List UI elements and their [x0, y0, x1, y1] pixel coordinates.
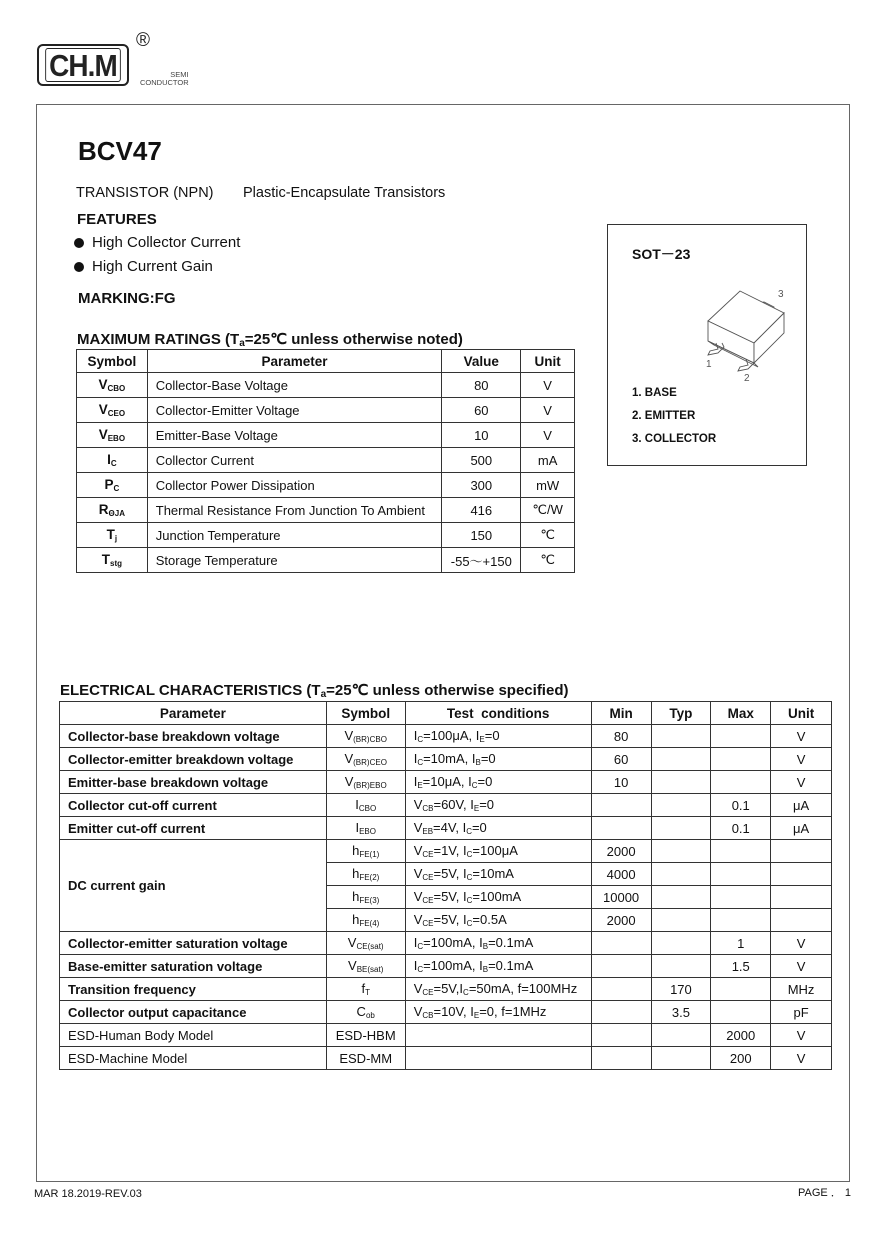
parameter-cell: Collector-emitter breakdown voltage [60, 748, 327, 771]
unit-cell: V [521, 423, 575, 448]
table-row [60, 840, 832, 863]
symbol-subscript: FE(4) [359, 919, 380, 928]
package-box [607, 224, 807, 466]
unit-cell: MHz [771, 978, 832, 1001]
symbol-cell [326, 978, 405, 1001]
typ-cell [651, 932, 711, 955]
symbol-cell [326, 909, 405, 932]
symbol-text: V [344, 774, 354, 789]
unit-cell: mW [521, 473, 575, 498]
unit-cell: ℃/W [521, 498, 575, 523]
parameter-cell: ESD-Human Body Model [60, 1024, 327, 1047]
typ-cell [651, 840, 711, 863]
parameter-cell: Collector output capacitance [60, 1001, 327, 1024]
unit-cell: V [521, 398, 575, 423]
test-condition-cell: $I_C=10mA$, $I_B=0$ [405, 748, 591, 771]
typ-cell [651, 955, 711, 978]
test-condition-cell: $V_{CB}=10V$, $I_E=0$, f=1MHz [405, 1001, 591, 1024]
value-cell: 416 [442, 498, 521, 523]
parameter-cell: Transition frequency [60, 978, 327, 1001]
symbol-cell [326, 932, 405, 955]
max-cell: 1 [711, 932, 771, 955]
symbol-cell [77, 548, 148, 573]
min-cell: 60 [591, 748, 651, 771]
table-row [60, 748, 832, 771]
logo-sub-line1: SEMI [170, 70, 189, 79]
table-row [60, 1001, 832, 1024]
test-condition-cell: $I_E=10\mu A$, $I_C=0$ [405, 771, 591, 794]
max-cell [711, 748, 771, 771]
min-cell [591, 1001, 651, 1024]
symbol-subscript: stg [110, 559, 122, 568]
parameter-cell: Collector cut-off current [60, 794, 327, 817]
typ-cell: 170 [651, 978, 711, 1001]
symbol-subscript: FE(3) [359, 896, 380, 905]
typ-cell [651, 817, 711, 840]
symbol-cell [326, 794, 405, 817]
col-header: Max [711, 702, 771, 725]
svg-text:1: 1 [706, 359, 712, 370]
max-cell [711, 725, 771, 748]
col-header: Unit [771, 702, 832, 725]
unit-cell [771, 886, 832, 909]
col-header: Min [591, 702, 651, 725]
unit-cell: pF [771, 1001, 832, 1024]
col-header: Parameter [60, 702, 327, 725]
parameter-cell: Storage Temperature [147, 548, 442, 573]
symbol-subscript: FE(2) [359, 873, 380, 882]
symbol-text: R [98, 502, 109, 517]
max-cell: 0.1 [711, 794, 771, 817]
parameter-cell: Collector-base breakdown voltage [60, 725, 327, 748]
features-heading: FEATURES [77, 211, 157, 228]
symbol-cell [326, 955, 405, 978]
transistor-type: TRANSISTOR (NPN) [76, 185, 214, 201]
test-condition-cell: $V_{CE}=5V,I_C=50mA$, f=100MHz [405, 978, 591, 1001]
symbol-cell [326, 817, 405, 840]
table-row [60, 725, 832, 748]
table-row [60, 1024, 832, 1047]
value-cell: -55～+150 [442, 548, 521, 573]
test-condition-cell: $V_{CE}=1V$, $I_C=100\mu A$ [405, 840, 591, 863]
symbol-subscript: EBO [359, 827, 376, 836]
symbol-text: V [348, 958, 357, 973]
parameter-cell: Thermal Resistance From Junction To Ambient [147, 498, 442, 523]
electrical-heading: ELECTRICAL CHARACTERISTICS ($T_a=25℃$ unless otherwise specified) [60, 682, 569, 700]
unit-cell: μA [771, 817, 832, 840]
symbol-subscript: ob [365, 1011, 375, 1020]
table-row [77, 448, 575, 473]
min-cell [591, 955, 651, 978]
symbol-text: T [101, 552, 110, 567]
test-condition-cell [405, 1024, 591, 1047]
marking-code: MARKING:FG [78, 290, 176, 307]
symbol-cell [326, 1047, 405, 1070]
min-cell: 10000 [591, 886, 651, 909]
max-cell [711, 771, 771, 794]
symbol-cell [77, 423, 148, 448]
logo-sub-line2: CONDUCTOR [140, 78, 189, 87]
symbol-cell [326, 840, 405, 863]
test-condition-cell: $I_C=100mA$, $I_B=0.1mA$ [405, 955, 591, 978]
symbol-cell [326, 771, 405, 794]
symbol-text: ESD-HBM [335, 1027, 396, 1043]
symbol-text: C [356, 1004, 366, 1019]
symbol-subscript: BE(sat) [356, 965, 384, 974]
table-row [77, 498, 575, 523]
parameter-cell: Collector-Base Voltage [147, 373, 442, 398]
min-cell: 4000 [591, 863, 651, 886]
symbol-text: f [361, 981, 366, 996]
symbol-subscript: CBO [107, 384, 126, 393]
table-row [77, 523, 575, 548]
unit-cell: μA [771, 794, 832, 817]
unit-cell [771, 840, 832, 863]
max-cell [711, 1001, 771, 1024]
svg-text:2: 2 [744, 373, 750, 383]
unit-cell: mA [521, 448, 575, 473]
table-row [60, 771, 832, 794]
symbol-cell [77, 473, 148, 498]
symbol-text: h [352, 912, 360, 927]
package-description: Plastic-Encapsulate Transistors [243, 185, 446, 201]
unit-cell: V [771, 955, 832, 978]
parameter-cell: Collector Current [147, 448, 442, 473]
registered-mark: ® [136, 30, 150, 51]
parameter-cell: DC current gain [60, 840, 327, 932]
table-row [77, 423, 575, 448]
revision-footer: MAR 18.2019-REV.03 [34, 1188, 142, 1200]
typ-cell [651, 794, 711, 817]
min-cell [591, 932, 651, 955]
parameter-cell: Emitter cut-off current [60, 817, 327, 840]
symbol-subscript: T [365, 988, 370, 997]
symbol-text: I [355, 820, 360, 835]
unit-cell: V [771, 1024, 832, 1047]
company-logo [37, 44, 129, 86]
symbol-text: P [104, 477, 114, 492]
table-row [60, 794, 832, 817]
test-condition-cell: $V_{EB}=4V$, $I_C=0$ [405, 817, 591, 840]
symbol-subscript: (BR)EBO [353, 781, 387, 790]
col-header: Unit [521, 350, 575, 373]
value-cell: 60 [442, 398, 521, 423]
symbol-subscript: ΘJA [108, 509, 125, 518]
test-condition-cell: $I_C=100mA$, $I_B=0.1mA$ [405, 932, 591, 955]
table-row [77, 398, 575, 423]
typ-cell [651, 771, 711, 794]
typ-cell [651, 909, 711, 932]
unit-cell: V [771, 771, 832, 794]
symbol-text: I [355, 797, 359, 812]
symbol-cell [77, 498, 148, 523]
table-row [77, 473, 575, 498]
max-cell [711, 886, 771, 909]
typ-cell [651, 863, 711, 886]
typ-cell [651, 748, 711, 771]
col-header: Test conditions [405, 702, 591, 725]
sot23-package-icon [696, 283, 796, 383]
min-cell [591, 978, 651, 1001]
feature-item [74, 234, 240, 251]
table-row [60, 817, 832, 840]
symbol-text: V [344, 751, 354, 766]
symbol-text: V [344, 728, 354, 743]
symbol-text: V [98, 402, 108, 417]
symbol-text: h [352, 843, 360, 858]
table-row [77, 373, 575, 398]
symbol-subscript: C [113, 484, 120, 493]
symbol-subscript: CBO [358, 804, 377, 813]
part-number-title: BCV47 [78, 136, 162, 166]
unit-cell [771, 909, 832, 932]
parameter-cell: Collector Power Dissipation [147, 473, 442, 498]
max-cell: 200 [711, 1047, 771, 1070]
col-header: Typ [651, 702, 711, 725]
unit-cell: ℃ [521, 523, 575, 548]
parameter-cell: Collector-Emitter Voltage [147, 398, 442, 423]
unit-cell [771, 863, 832, 886]
max-cell [711, 909, 771, 932]
table-row [60, 955, 832, 978]
unit-cell: V [771, 725, 832, 748]
unit-cell: V [771, 932, 832, 955]
symbol-text: V [347, 935, 357, 950]
parameter-cell: Collector-emitter saturation voltage [60, 932, 327, 955]
symbol-cell [77, 448, 148, 473]
parameter-cell: ESD-Machine Model [60, 1047, 327, 1070]
pin-label-emitter: 2. EMITTER [632, 410, 696, 422]
typ-cell [651, 725, 711, 748]
typ-cell: 3.5 [651, 1001, 711, 1024]
electrical-characteristics-table [59, 701, 832, 1070]
symbol-subscript: j [114, 534, 118, 543]
min-cell: 2000 [591, 840, 651, 863]
table-row [60, 978, 832, 1001]
test-condition-cell: $I_C=100\mu A$, $I_E=0$ [405, 725, 591, 748]
parameter-cell: Base-emitter saturation voltage [60, 955, 327, 978]
min-cell [591, 794, 651, 817]
value-cell: 300 [442, 473, 521, 498]
symbol-text: T [106, 527, 115, 542]
logo-text: CH.M [45, 48, 121, 82]
svg-text:3: 3 [778, 289, 784, 300]
symbol-cell [326, 1001, 405, 1024]
table-row [60, 932, 832, 955]
symbol-text: h [352, 866, 360, 881]
parameter-cell: Emitter-Base Voltage [147, 423, 442, 448]
symbol-text: ESD-MM [339, 1050, 393, 1066]
col-header: Symbol [326, 702, 405, 725]
typ-cell [651, 886, 711, 909]
typ-cell [651, 1024, 711, 1047]
symbol-cell [77, 398, 148, 423]
unit-cell: V [521, 373, 575, 398]
symbol-cell [326, 1024, 405, 1047]
symbol-cell [77, 373, 148, 398]
test-condition-cell: $V_{CE}=5V$, $I_C=10mA$ [405, 863, 591, 886]
max-cell [711, 978, 771, 1001]
feature-text: High Collector Current [92, 234, 241, 251]
symbol-subscript: C [110, 459, 117, 468]
typ-cell [651, 1047, 711, 1070]
symbol-cell [326, 748, 405, 771]
pin-label-base: 1. BASE [632, 387, 677, 399]
col-header: Symbol [77, 350, 148, 373]
min-cell: 2000 [591, 909, 651, 932]
symbol-text: V [98, 377, 108, 392]
col-header: Parameter [147, 350, 442, 373]
max-ratings-table [76, 349, 575, 573]
feature-text: High Current Gain [92, 258, 213, 275]
symbol-text: h [352, 889, 360, 904]
max-cell: 2000 [711, 1024, 771, 1047]
symbol-cell [326, 863, 405, 886]
pin-label-collector: 3. COLLECTOR [632, 433, 717, 445]
package-title: SOT－23 [632, 246, 691, 262]
symbol-subscript: EBO [107, 434, 126, 443]
symbol-subscript: FE(1) [359, 850, 380, 859]
symbol-subscript: CE(sat) [356, 942, 384, 951]
bullet-icon [74, 238, 84, 248]
unit-cell: ℃ [521, 548, 575, 573]
max-cell [711, 863, 771, 886]
max-ratings-heading: MAXIMUM RATINGS ($T_a=25℃$ unless otherwise noted) [77, 331, 463, 349]
unit-cell: V [771, 1047, 832, 1070]
symbol-text: V [98, 427, 108, 442]
symbol-cell [326, 886, 405, 909]
min-cell: 10 [591, 771, 651, 794]
value-cell: 80 [442, 373, 521, 398]
max-cell: 1.5 [711, 955, 771, 978]
unit-cell: V [771, 748, 832, 771]
logo-subtitle [140, 71, 189, 87]
symbol-subscript: (BR)CEO [353, 758, 387, 767]
test-condition-cell: $V_{CE}=5V$, $I_C=0.5A$ [405, 909, 591, 932]
min-cell [591, 1047, 651, 1070]
parameter-cell: Emitter-base breakdown voltage [60, 771, 327, 794]
min-cell [591, 1024, 651, 1047]
table-row [60, 1047, 832, 1070]
symbol-text: I [107, 452, 111, 467]
col-header: Value [442, 350, 521, 373]
test-condition-cell: $V_{CE}=5V$, $I_C=100mA$ [405, 886, 591, 909]
table-header-row [60, 702, 832, 725]
bullet-icon [74, 262, 84, 272]
page-number: PAGE ． 1 [798, 1187, 851, 1199]
symbol-subscript: (BR)CBO [353, 735, 387, 744]
test-condition-cell: $V_{CB}=60V$, $I_E=0$ [405, 794, 591, 817]
table-row [77, 548, 575, 573]
max-cell [711, 840, 771, 863]
min-cell: 80 [591, 725, 651, 748]
symbol-cell [77, 523, 148, 548]
parameter-cell: Junction Temperature [147, 523, 442, 548]
feature-item [74, 258, 213, 275]
max-cell: 0.1 [711, 817, 771, 840]
value-cell: 500 [442, 448, 521, 473]
symbol-cell [326, 725, 405, 748]
min-cell [591, 817, 651, 840]
value-cell: 10 [442, 423, 521, 448]
test-condition-cell [405, 1047, 591, 1070]
symbol-subscript: CEO [107, 409, 126, 418]
value-cell: 150 [442, 523, 521, 548]
table-header-row [77, 350, 575, 373]
